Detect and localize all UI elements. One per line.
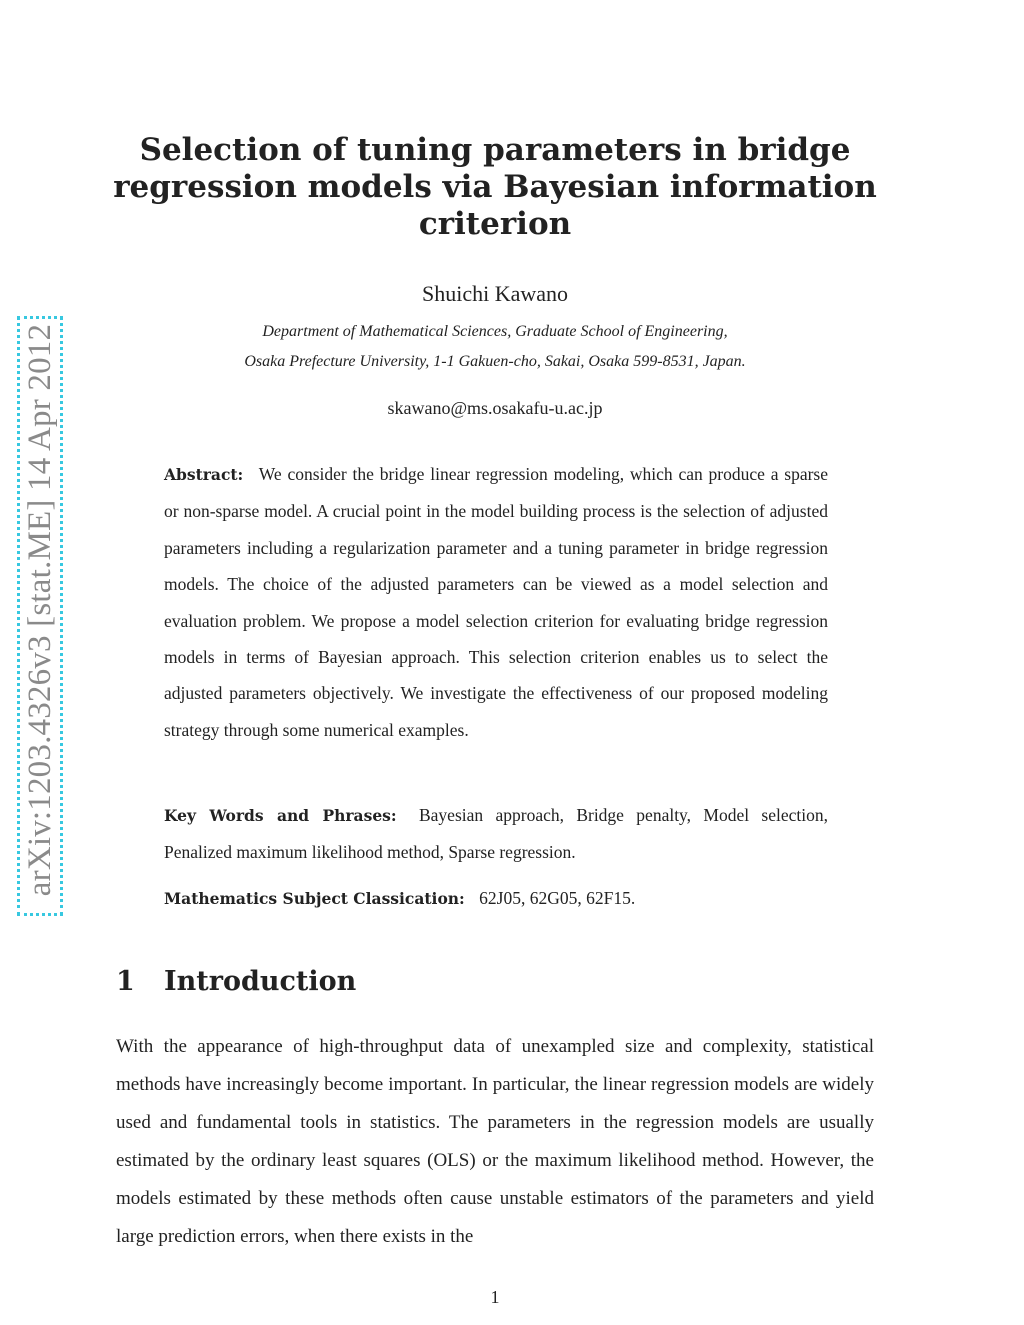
intro-paragraph: With the appearance of high-throughput data of unexampled size and complexity, statistical methods have increasingly become important. In particular, the linear regression models are widely used and fundamental tools in statistics. The parameters in the regression models are usually estimated by the ordinary least squares (OLS) or the maximum likelihood method. However, the models estimated by these methods often cause unstable estimators of the parameters and yield large prediction errors, when there exists in the xyxy=(116,1036,874,1247)
section-title: Introduction xyxy=(164,966,357,997)
keywords xyxy=(164,797,828,871)
abstract-text: We consider the bridge linear regression modeling, which can produce a sparse or non-sparse model. A crucial point in the model building process is the selection of adjusted parameters including a regularization parameter and a tuning parameter in bridge regression models. The choice of the adjusted parameters can be viewed as a model selection and evaluation problem. We propose a model selection criterion for evaluating bridge regression models in terms of Bayesian approach. This selection criterion enables us to select the adjusted parameters objectively. We investigate the effectiveness of our proposed modeling strategy through some numerical examples. xyxy=(164,464,828,740)
page-number: 1 xyxy=(490,1287,500,1307)
abstract xyxy=(164,456,828,748)
section-heading xyxy=(116,966,356,997)
paper-title: Selection of tuning parameters in bridge regression models via Bayesian information criterion xyxy=(113,132,877,242)
keywords-text: Bayesian approach, Bridge penalty, Model selection, Penalized maximum likelihood method, Sparse regression. xyxy=(164,805,828,863)
arxiv-stamp: arXiv:1203.4326v3 [stat.ME] 14 Apr 2012 xyxy=(22,323,58,897)
author-email: skawano@ms.osakafu-u.ac.jp xyxy=(387,398,603,418)
affiliation-line-2: Osaka Prefecture University, 1-1 Gakuen-cho, Sakai, Osaka 599-8531, Japan. xyxy=(244,353,746,370)
abstract-label: Abstract: xyxy=(164,465,244,484)
affiliation-line-1: Department of Mathematical Sciences, Graduate School of Engineering, xyxy=(262,323,728,340)
msc-classification xyxy=(164,883,828,914)
msc-text: 62J05, 62G05, 62F15. xyxy=(479,888,636,908)
keywords-label: Key Words and Phrases: xyxy=(164,806,397,825)
author-name: Shuichi Kawano xyxy=(421,281,569,306)
msc-label: Mathematics Subject Classication: xyxy=(164,889,465,908)
section-number: 1 xyxy=(116,966,135,997)
